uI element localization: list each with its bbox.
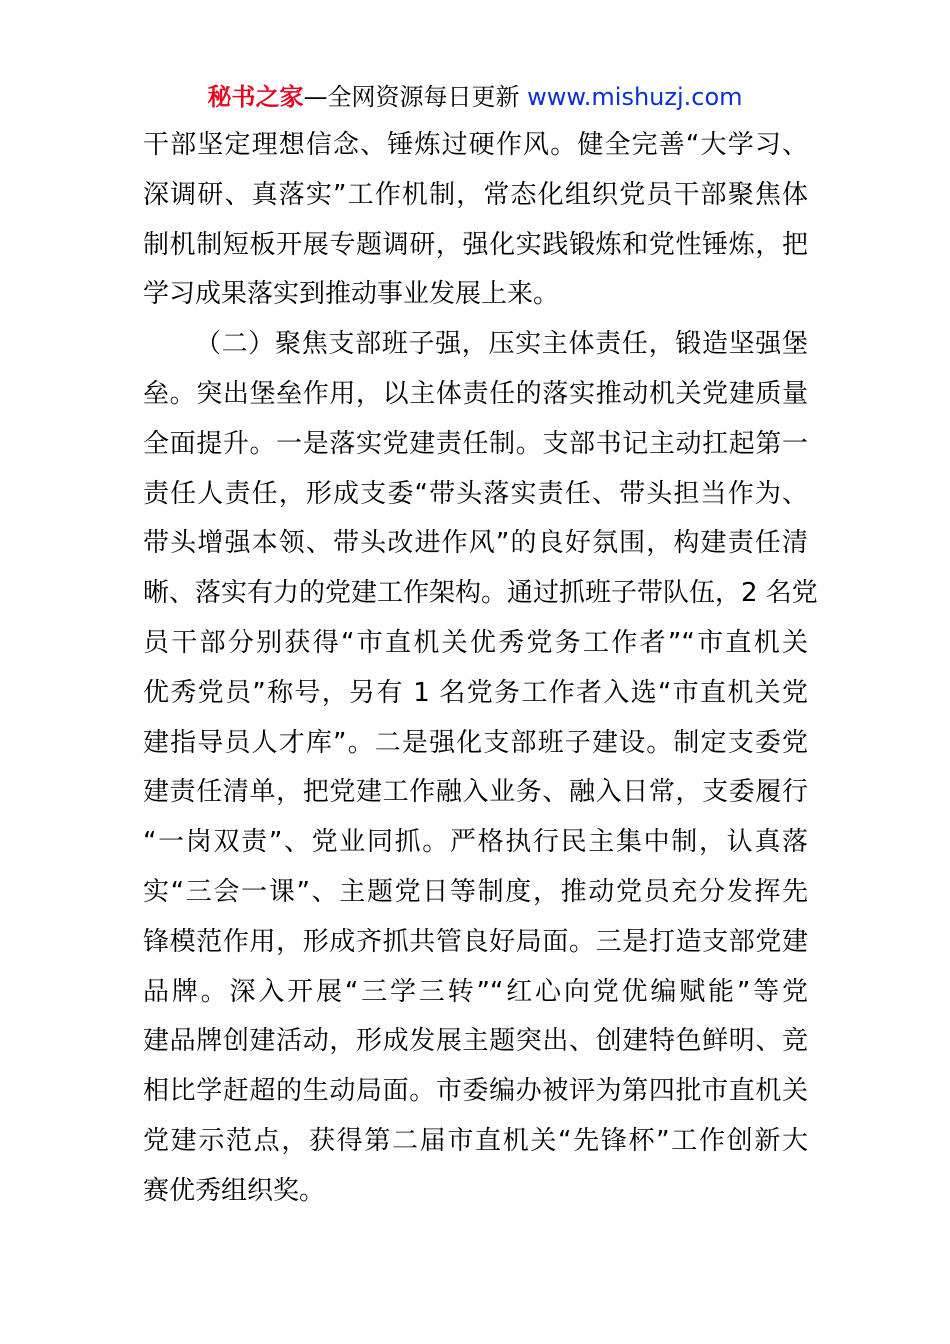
site-url[interactable]: www.mishuzj.com [527, 83, 743, 111]
text-line: 党建示范点，获得第二届市直机关“先锋杯”工作创新大 [143, 1125, 808, 1156]
site-brand: 秘书之家 [207, 83, 304, 111]
text-line: 建指导员人才库”。二是强化支部班子建设。制定支委党 [143, 727, 808, 758]
site-header [0, 80, 950, 114]
text-line: 优秀党员”称号，另有 1 名党务工作者入选“市直机关党 [143, 677, 808, 708]
text-line: 制机制短板开展专题调研，强化实践锻炼和党性锤炼，把 [143, 229, 808, 260]
text-line: 建责任清单，把党建工作融入业务、融入日常，支委履行 [143, 777, 808, 808]
document-body [143, 121, 818, 1217]
text-line: 晰、落实有力的党建工作架构。通过抓班子带队伍，2 名党 [143, 578, 818, 609]
site-tagline: —全网资源每日更新 [303, 83, 528, 111]
text-line: 建品牌创建活动，形成发展主题突出、创建特色鲜明、竞 [143, 1026, 808, 1057]
text-line: 实“三会一课”、主题党日等制度，推动党员充分发挥先 [143, 876, 808, 907]
text-line: 责任人责任，形成支委“带头落实责任、带头担当作为、 [143, 478, 808, 509]
text-line: 相比学赶超的生动局面。市委编办被评为第四批市直机关 [143, 1076, 808, 1107]
text-line: 赛优秀组织奖。 [143, 1175, 326, 1206]
text-line: 学习成果落实到推动事业发展上来。 [143, 279, 560, 310]
text-line: 全面提升。一是落实党建责任制。支部书记主动扛起第一 [143, 428, 808, 459]
section-heading-line: （二）聚焦支部班子强，压实主体责任，锻造坚强堡 [195, 329, 808, 360]
text-line: 品牌。深入开展“三学三转”“红心向党优编赋能”等党 [143, 976, 808, 1007]
text-line: 员干部分别获得“市直机关优秀党务工作者”“市直机关 [143, 627, 808, 658]
text-line: 深调研、真落实”工作机制，常态化组织党员干部聚焦体 [143, 179, 808, 210]
text-line: 带头增强本领、带头改进作风”的良好氛围，构建责任清 [143, 528, 808, 559]
text-line: “一岗双责”、党业同抓。严格执行民主集中制，认真落 [143, 827, 808, 858]
text-line: 干部坚定理想信念、锤炼过硬作风。健全完善“大学习、 [143, 130, 808, 160]
text-line: 锋模范作用，形成齐抓共管良好局面。三是打造支部党建 [143, 926, 808, 957]
text-line: 垒。突出堡垒作用，以主体责任的落实推动机关党建质量 [143, 378, 808, 409]
